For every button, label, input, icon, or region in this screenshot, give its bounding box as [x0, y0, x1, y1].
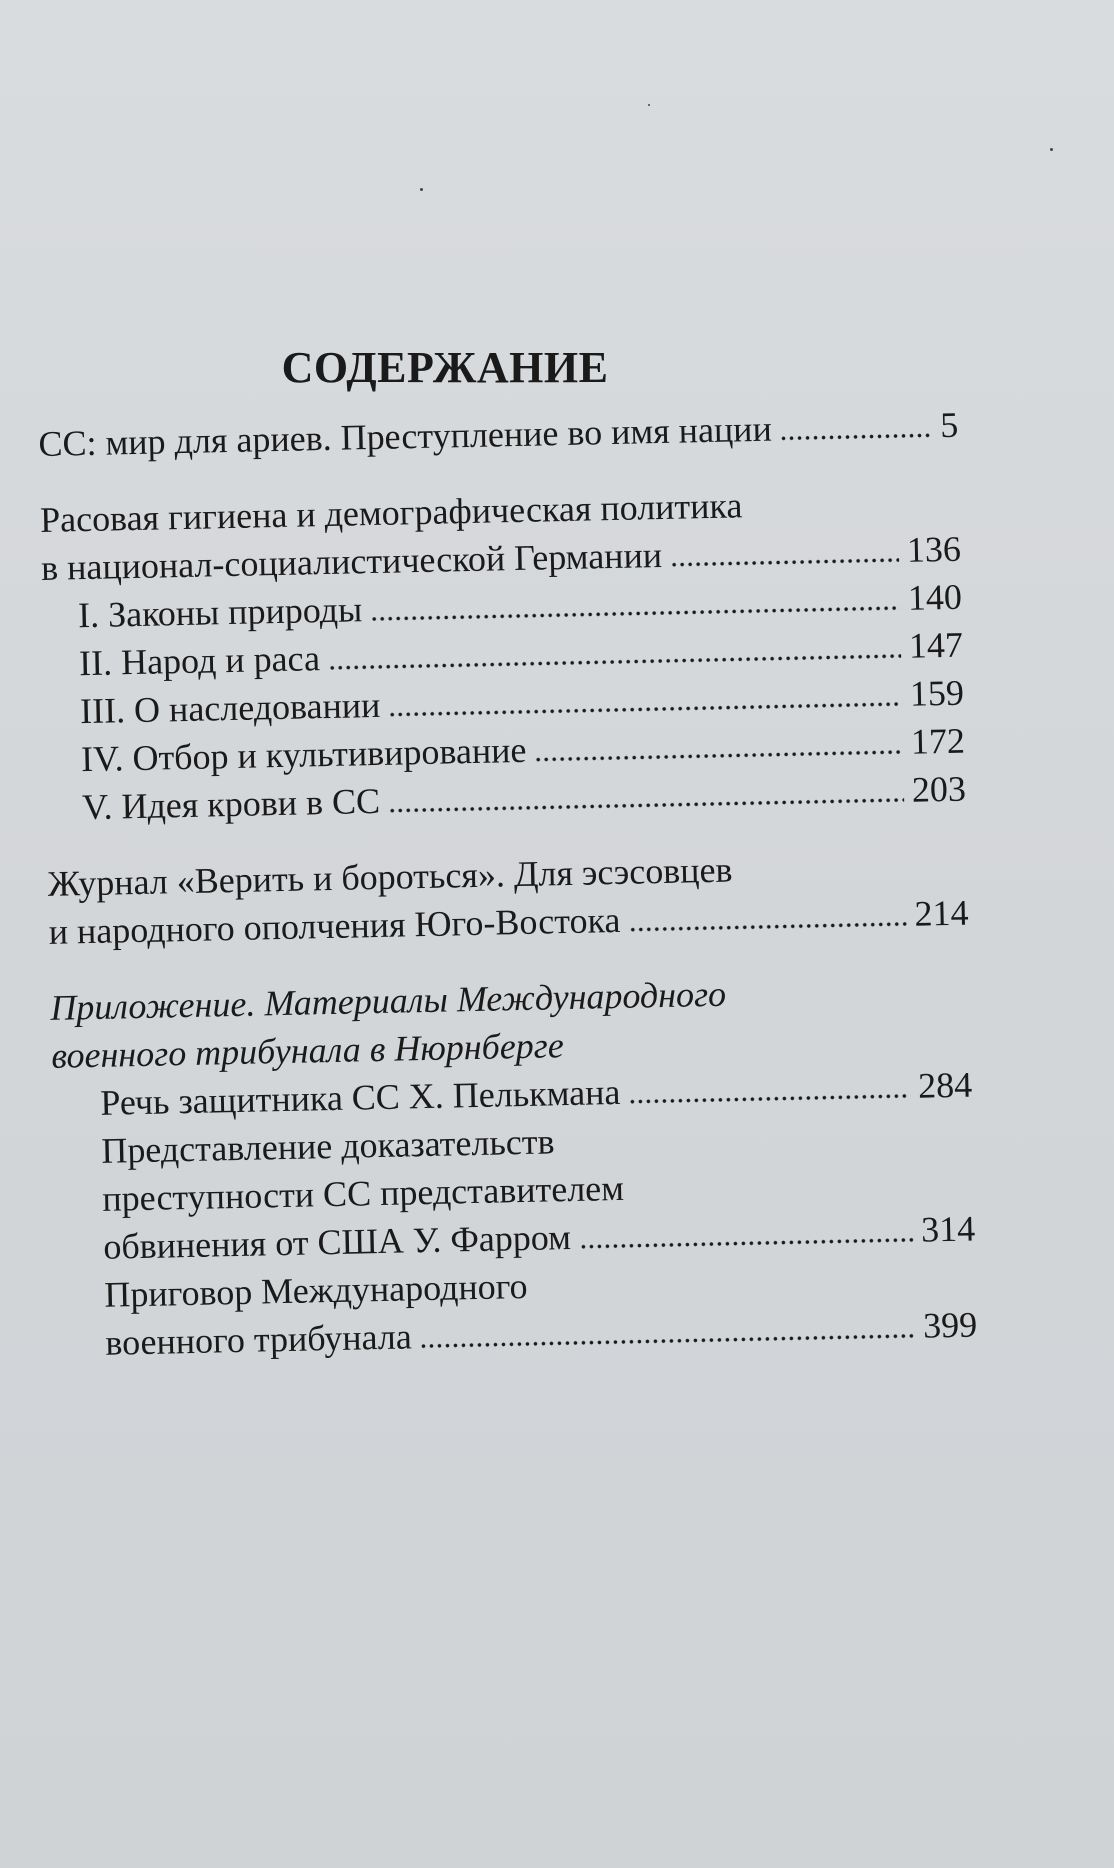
dot-leader — [780, 431, 933, 442]
toc-chapter-title: I. Законы природы — [77, 589, 363, 636]
toc-appendix-item-title-cont: преступности СС представителем — [101, 1167, 625, 1219]
toc-chapter-title: V. Идея крови в СС — [81, 780, 381, 828]
table-of-contents — [38, 401, 978, 1368]
toc-page-number: 159 — [909, 672, 965, 714]
appendix-title: Приложение. Материалы Международного — [49, 973, 727, 1028]
toc-appendix-item-title-cont: обвинения от США У. Фарром — [102, 1217, 572, 1267]
dot-leader — [629, 920, 907, 934]
toc-appendix-item-title: Приговор Международного — [103, 1265, 528, 1315]
ink-speck — [648, 104, 650, 106]
dot-leader — [388, 700, 902, 719]
dot-leader — [370, 604, 900, 623]
toc-entry-title: СС: мир для ариев. Преступление во имя нации — [38, 408, 773, 464]
toc-page-number: 284 — [917, 1064, 973, 1106]
toc-chapter-title: II. Народ и раса — [78, 638, 321, 684]
toc-appendix-item-title: Речь защитника СС Х. Пелькмана — [99, 1071, 621, 1123]
toc-page-number: 314 — [920, 1208, 976, 1250]
dot-leader — [420, 1332, 916, 1350]
toc-entry-title: Журнал «Верить и бороться». Для эсэсовцев — [47, 849, 733, 904]
toc-entry-title: Расовая гигиена и демографическая политика — [39, 485, 743, 540]
toc-chapter-title: IV. Отбор и культивирование — [80, 729, 527, 780]
dot-leader — [670, 556, 899, 569]
dot-leader — [328, 652, 901, 672]
appendix-title-cont: военного трибунала в Нюрнберге — [50, 1025, 565, 1076]
toc-entry-title-cont: в национал-социалистической Германии — [40, 534, 663, 588]
ink-speck — [1050, 148, 1053, 151]
toc-chapter-title: III. О наследовании — [79, 684, 381, 732]
dot-leader — [388, 796, 904, 815]
toc-page-number: 172 — [910, 720, 966, 762]
toc-page-number: 140 — [907, 576, 963, 618]
toc-page-number: 136 — [906, 528, 962, 570]
toc-appendix-item-title-cont: военного трибунала — [104, 1316, 413, 1363]
toc-appendix-item-title: Представление доказательств — [100, 1121, 555, 1171]
toc-page-number: 214 — [914, 892, 969, 934]
toc-page-number: 203 — [911, 768, 967, 810]
toc-page-number: 399 — [922, 1304, 978, 1346]
page-title: СОДЕРЖАНИЕ — [281, 343, 609, 392]
dot-leader — [628, 1092, 910, 1106]
toc-page-number: 147 — [908, 624, 964, 666]
dot-leader — [579, 1236, 913, 1251]
dot-leader — [534, 748, 903, 764]
toc-entry-title-cont: и народного ополчения Юго-Востока — [48, 899, 621, 952]
ink-speck — [420, 188, 423, 191]
toc-page-number: 5 — [939, 404, 959, 446]
